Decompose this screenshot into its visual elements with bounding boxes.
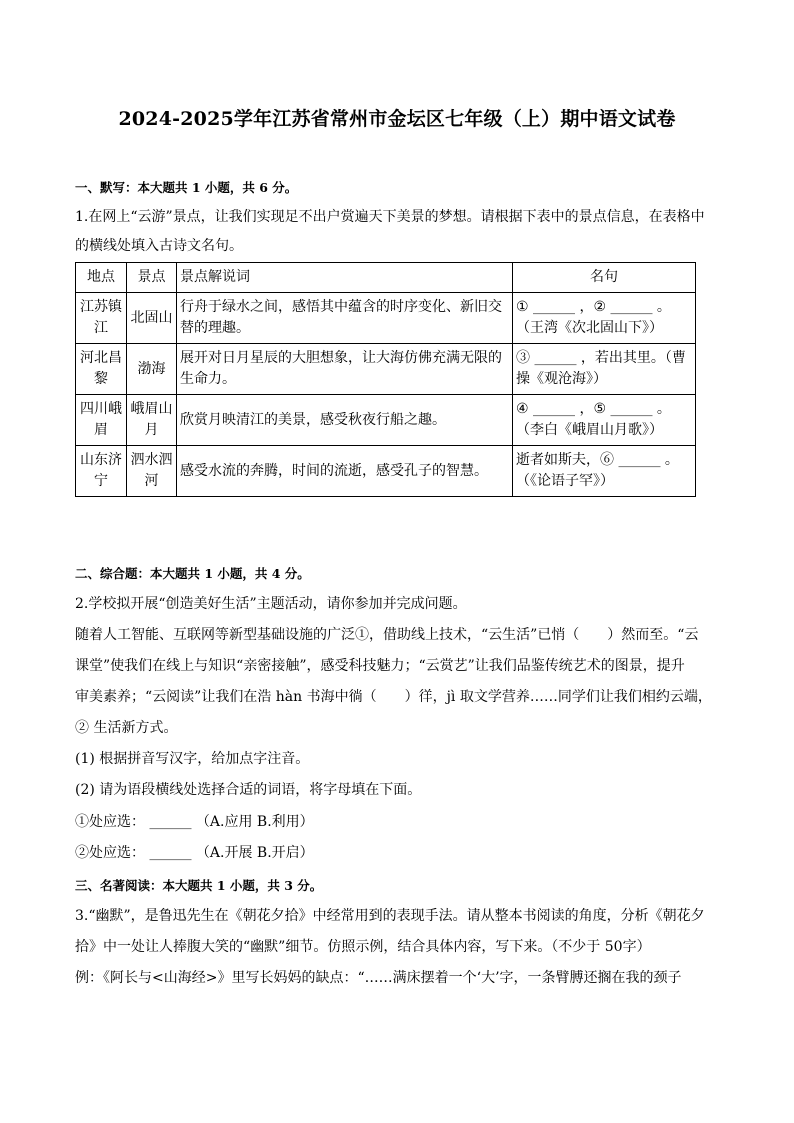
cell-desc: 展开对日月星辰的大胆想象，让大海仿佛充满无限的 生命力。 [177, 344, 513, 395]
table-row [76, 446, 696, 497]
cell-desc: 欣赏月映清江的美景，感受秋夜行船之趣。 [177, 395, 513, 446]
cell-desc: 行舟于绿水之间，感悟其中蕴含的时序变化、新旧交 替的理趣。 [177, 293, 513, 344]
header-place: 地点 [76, 263, 127, 293]
question2-line: 2.学校拟开展“创造美好生活”主题活动，请你参加并完成问题。 [75, 596, 467, 612]
cell-spot: 渤海 [127, 344, 177, 395]
cell-quote: 逝者如斯夫，⑥ ______ 。 （《论语子罕》） [513, 446, 696, 497]
cell-place: 四川峨 眉 [76, 395, 127, 446]
question2-line: ②处应选： ______ （A.开展 B.开启） [75, 845, 314, 861]
question2-line: (2) 请为语段横线处选择合适的词语，将字母填在下面。 [75, 782, 422, 798]
table-header-row [76, 263, 696, 293]
question1-line2: 的横线处填入古诗文名句。 [75, 238, 243, 254]
question2-line: (1) 根据拼音写汉字，给加点字注音。 [75, 751, 310, 767]
table-row [76, 395, 696, 446]
section2-heading: 二、综合题：本大题共 1 小题，共 4 分。 [75, 566, 310, 581]
header-quote: 名句 [513, 263, 696, 293]
header-desc: 景点解说词 [177, 263, 513, 293]
question2-line: 随着人工智能、互联网等新型基础设施的广泛①，借助线上技术，“云生活”已悄（ ）然而至。“云 [75, 627, 699, 643]
question3-line: 3.“幽默”，是鲁迅先生在《朝花夕拾》中经常用到的表现手法。请从整本书阅读的角度，分析《朝花夕 [75, 908, 705, 924]
scenic-table [75, 262, 696, 497]
section3-heading: 三、名著阅读：本大题共 1 小题，共 3 分。 [75, 878, 323, 893]
table-row [76, 293, 696, 344]
cell-place: 江苏镇 江 [76, 293, 127, 344]
question1-line1: 1.在网上“云游”景点，让我们实现足不出户赏遍天下美景的梦想。请根据下表中的景点信息，在表格中 [75, 209, 705, 225]
cell-desc: 感受水流的奔腾，时间的流逝，感受孔子的智慧。 [177, 446, 513, 497]
cell-place: 山东济 宁 [76, 446, 127, 497]
cell-spot: 泗水泗 河 [127, 446, 177, 497]
section1-heading: 一、默写：本大题共 1 小题，共 6 分。 [75, 180, 298, 195]
page-title: 2024-2025学年江苏省常州市金坛区七年级（上）期中语文试卷 [118, 108, 676, 130]
question3-line: 拾》中一处让人捧腹大笑的“幽默”细节。仿照示例，结合具体内容，写下来。（不少于 50字） [75, 939, 651, 955]
cell-quote: ③ ______ ，若出其里。（曹 操《观沧海》） [513, 344, 696, 395]
question2-line: ①处应选： ______ （A.应用 B.利用） [75, 814, 314, 830]
question2-line: 审美素养；“云阅读”让我们在浩 hàn 书海中徜（ ）徉，jì 取文学营养……同学们让我们相约云端， [75, 689, 712, 705]
cell-spot: 峨眉山 月 [127, 395, 177, 446]
header-spot: 景点 [127, 263, 177, 293]
cell-spot: 北固山 [127, 293, 177, 344]
table-row [76, 344, 696, 395]
question3-line: 例：《阿长与<山海经>》里写长妈妈的缺点：“……满床摆着一个‘大’字，一条臂膊还搁在我的颈子 [75, 970, 682, 986]
cell-place: 河北昌 黎 [76, 344, 127, 395]
cell-quote: ④ ______ ，⑤ ______ 。 （李白《峨眉山月歌》） [513, 395, 696, 446]
question2-line: ② 生活新方式。 [75, 720, 178, 736]
cell-quote: ① ______ ，② ______ 。 （王湾《次北固山下》） [513, 293, 696, 344]
question2-line: 课堂”使我们在线上与知识“亲密接触”，感受科技魅力；“云赏艺”让我们品鉴传统艺术的图景，提升 [75, 658, 685, 674]
